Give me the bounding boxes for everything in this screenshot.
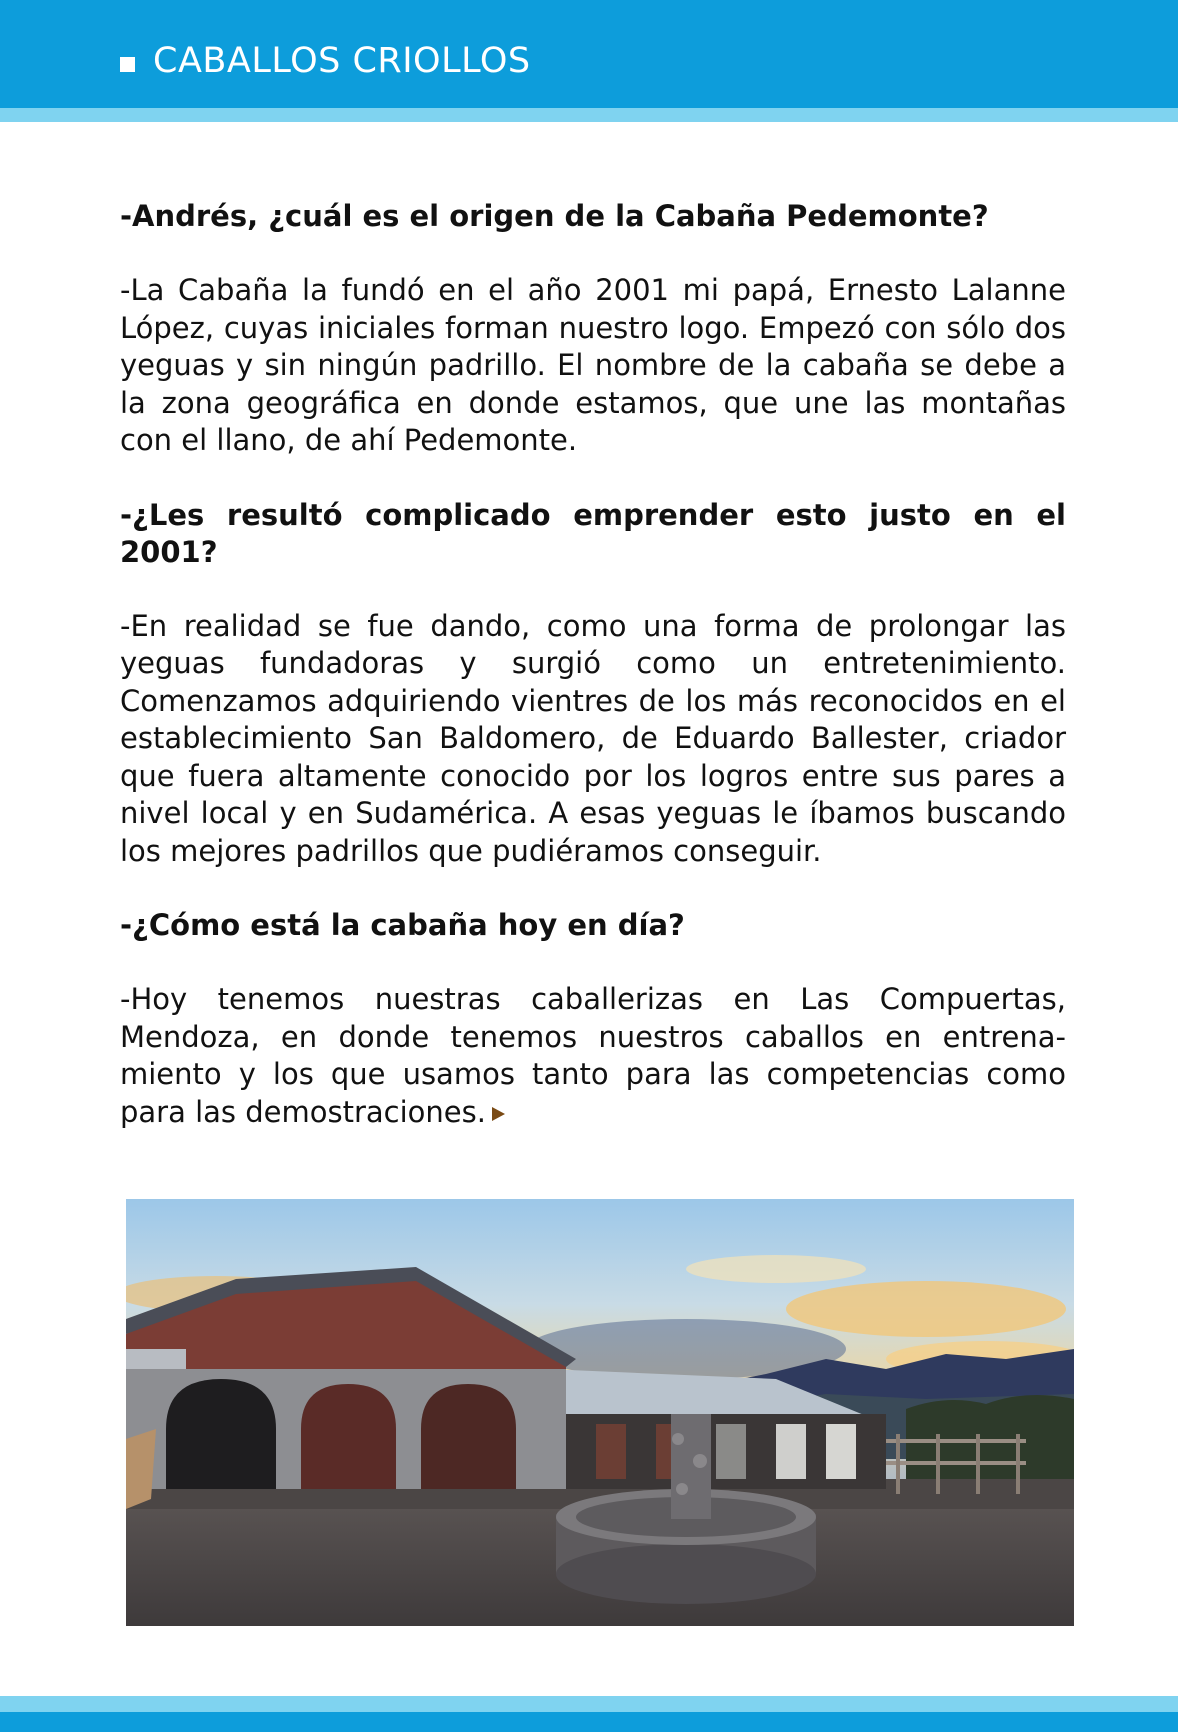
answer-2: -En realidad se fue dando, como una forma de prolongar las yeguas fundadoras y surgió como un entretenimiento. Comenzamos adquiriendo vientres de los más reconocidos en el establecimiento San Baldomero, de Eduardo Ballester, criador que fuera altamente conocido por los logros entre sus pares a nivel local y en Sudamérica. A esas yeguas le íbamos buscando los mejores padrillos que pudiéramos conseguir. bbox=[120, 608, 1066, 868]
answer-1: -La Cabaña la fundó en el año 2001 mi papá, Ernesto Lalanne López, cuyas iniciales forman nuestro logo. Empezó con sólo dos yeguas y sin ningún padrillo. El nombre de la cabaña se debe a la zona geográfica en donde estamos, que une las montañas con el llano, de ahí Pedemonte. bbox=[120, 273, 1066, 457]
question-2: -¿Les resultó complicado emprender esto justo en el 2001? bbox=[120, 497, 1066, 569]
square-bullet-icon bbox=[120, 57, 135, 72]
section-title-text: CABALLOS CRIOLLOS bbox=[153, 41, 531, 81]
header-stripe bbox=[0, 108, 1178, 122]
play-arrow-icon bbox=[492, 1107, 505, 1121]
footer-bar bbox=[0, 1712, 1178, 1732]
question-1: -Andrés, ¿cuál es el origen de la Cabaña Pedemonte? bbox=[120, 199, 989, 233]
stable-photo bbox=[126, 1199, 1074, 1626]
answer-3 bbox=[120, 981, 1066, 1131]
answer-3-text: -Hoy tenemos nuestras caballerizas en Las Compuertas, Mendoza, en donde tenemos nuestros caballos en entrenamiento y los que usamos tanto para las competencias como para las demostraciones. bbox=[120, 982, 1066, 1129]
question-3: -¿Cómo está la cabaña hoy en día? bbox=[120, 908, 685, 942]
footer-stripe bbox=[0, 1696, 1178, 1712]
header-bar bbox=[0, 0, 1178, 108]
section-title bbox=[120, 41, 531, 81]
interview-body bbox=[120, 198, 1066, 1168]
